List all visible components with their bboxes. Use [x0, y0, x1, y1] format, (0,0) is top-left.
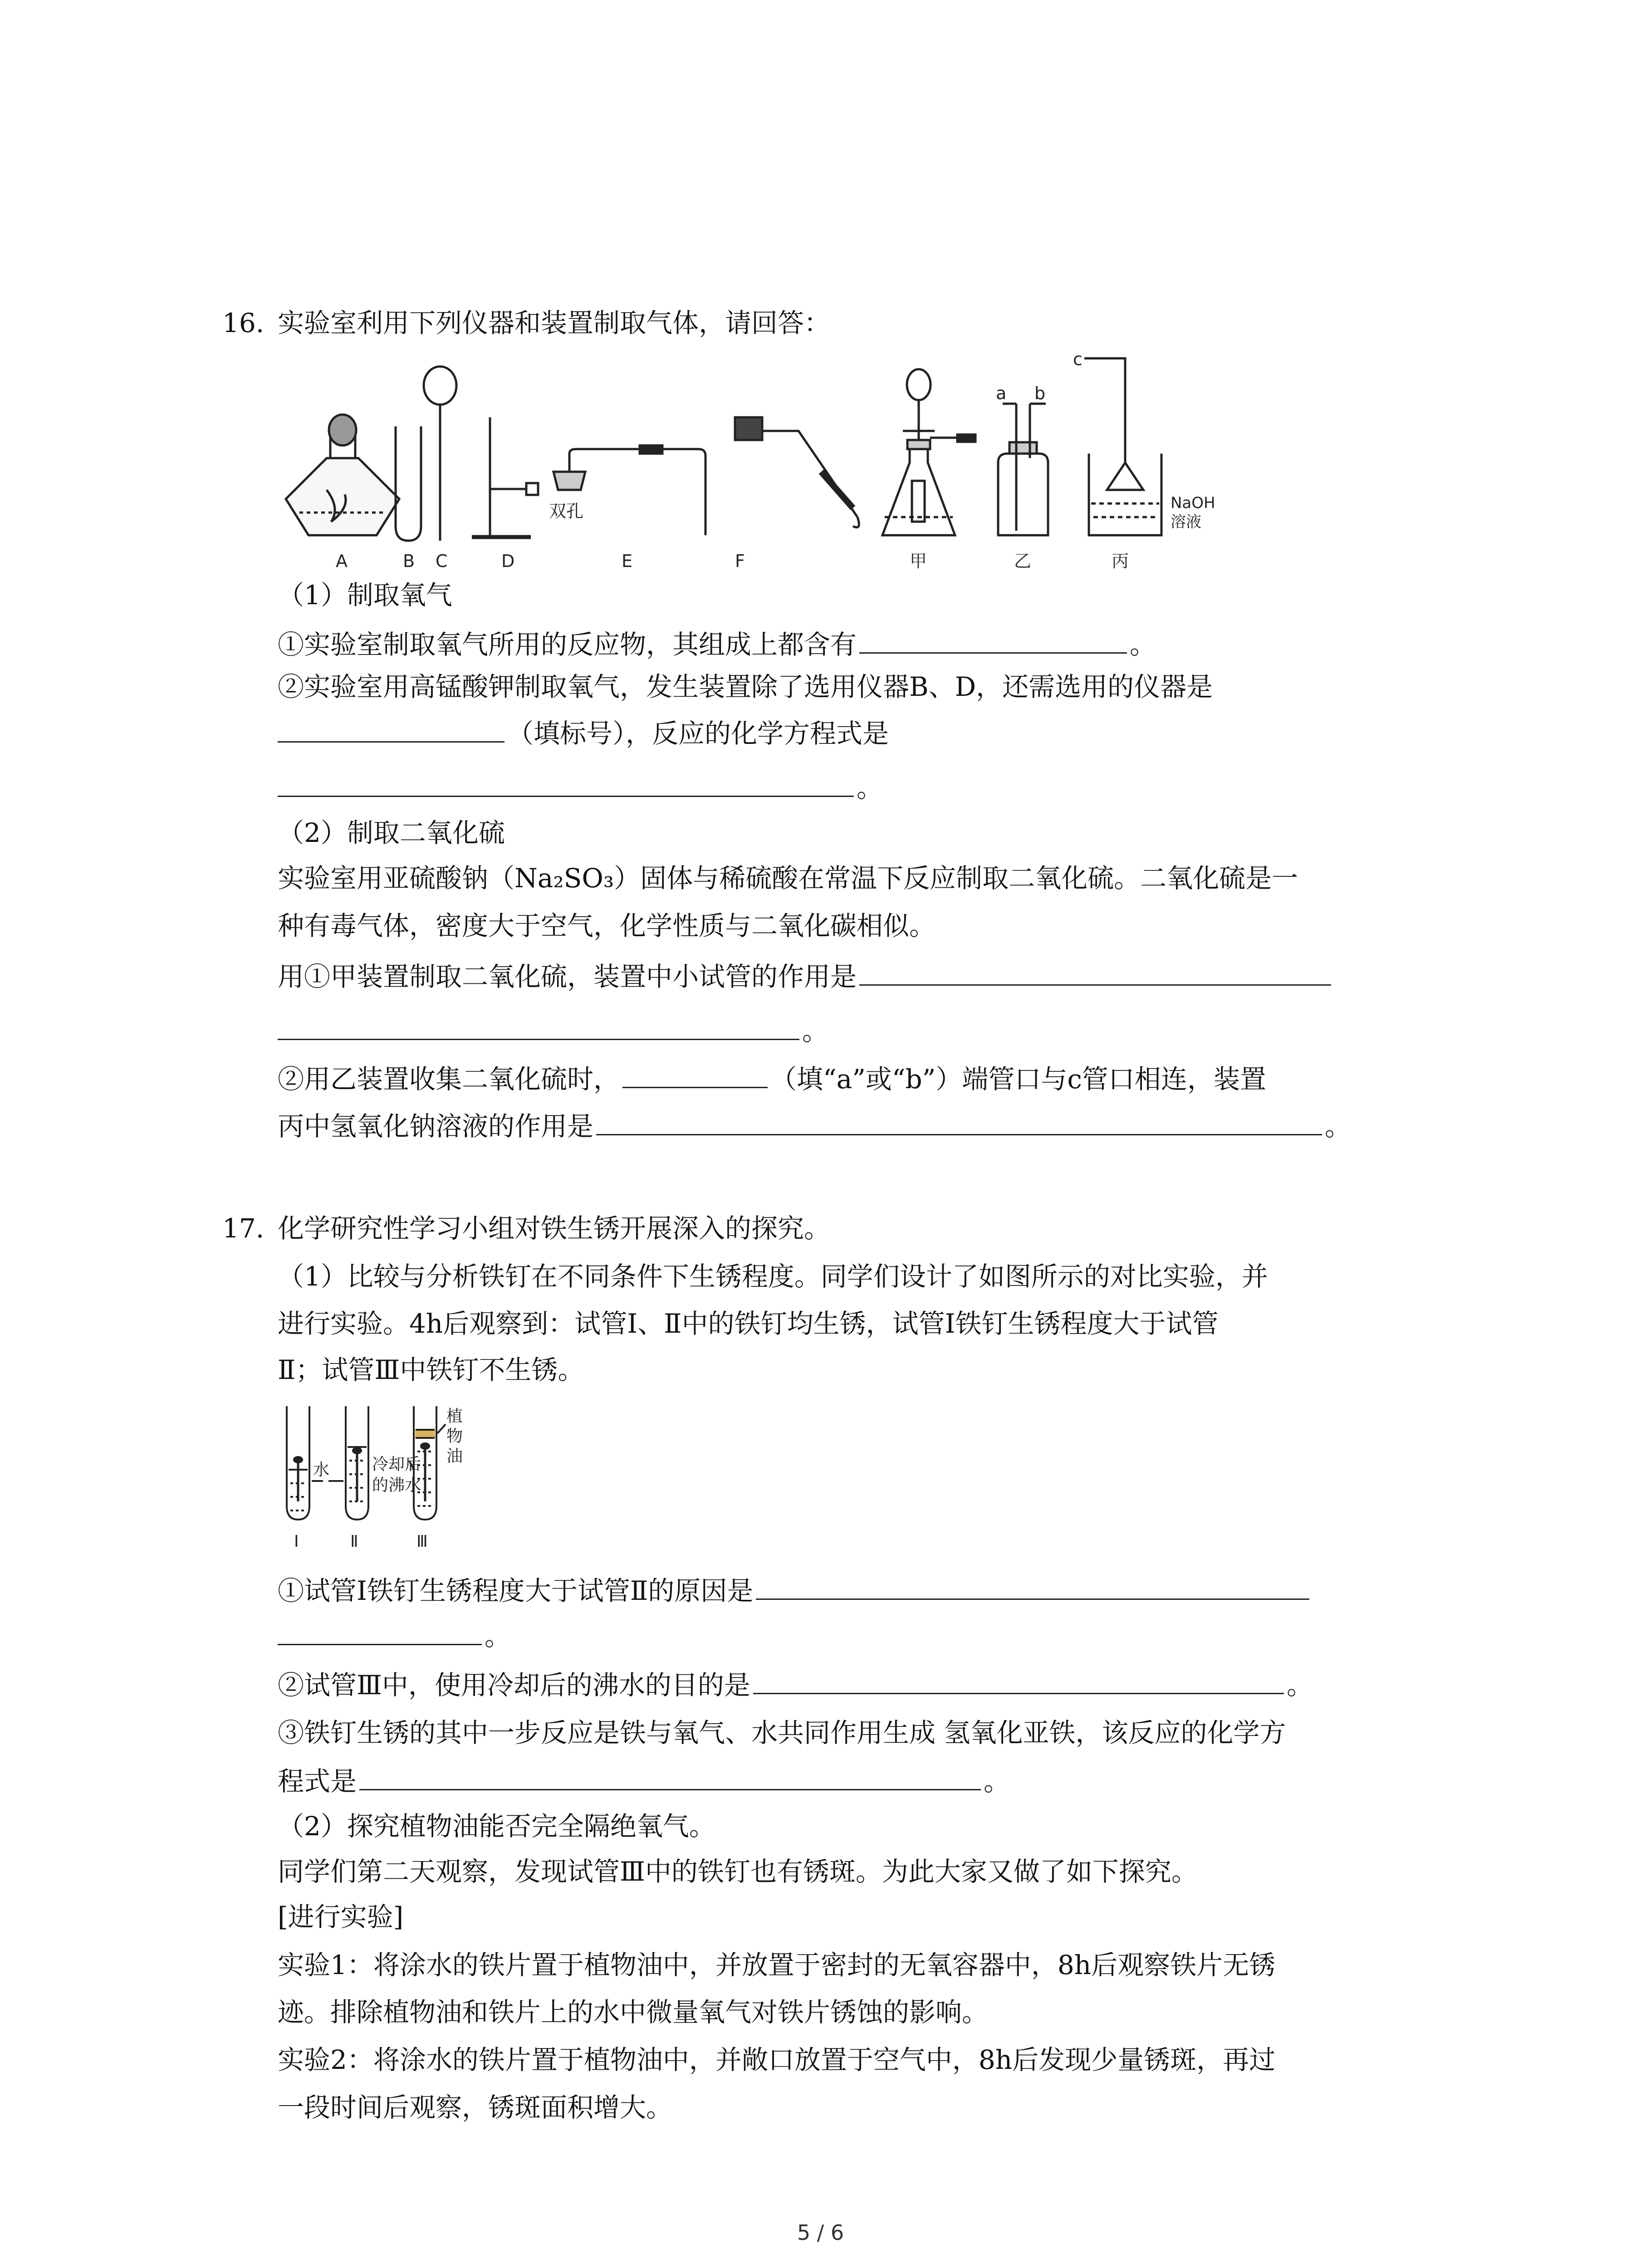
label-oil-1: 植 — [446, 1407, 463, 1426]
q17-test-tubes-figure — [278, 1402, 532, 1565]
q17-stem: 化学研究性学习小组对铁生锈开展深入的探究。 — [278, 1213, 831, 1244]
q16-part2-title: （2）制取二氧化硫 — [278, 817, 505, 848]
test-tube-1-icon — [287, 1406, 309, 1520]
label-oil-2: 物 — [446, 1427, 463, 1446]
label-bing: 丙 — [1112, 551, 1129, 571]
q16-p2-q1: 用①甲装置制取二氧化硫，装置中小试管的作用是 — [278, 961, 857, 992]
q16-p1-q1: ①实验室制取氧气所用的反应物，其组成上都含有 — [278, 629, 857, 660]
label-B: B — [403, 551, 415, 571]
q17-exp2-l2: 一段时间后观察，锈斑面积增大。 — [278, 2092, 673, 2123]
long-neck-funnel-icon — [424, 367, 456, 541]
label-water: 水 — [313, 1461, 330, 1479]
q16-p2-q1-end: 。 — [802, 1016, 829, 1046]
q16-p1-q2-end: 。 — [857, 772, 883, 803]
page-number: 5 / 6 — [797, 2220, 844, 2245]
label-cooled-2: 的沸水 — [372, 1476, 421, 1495]
q17-exp1-l1: 实验1：将涂水的铁片置于植物油中，并放置于密封的无氧容器中，8h后观察铁片无锈 — [278, 1950, 1276, 1980]
answer-blank[interactable] — [359, 1765, 981, 1790]
q17-q1-end: 。 — [485, 1621, 511, 1652]
q16-p1-q2-mid: （填标号），反应的化学方程式是 — [507, 718, 889, 749]
q17-q3-end: 。 — [984, 1766, 1010, 1797]
answer-blank[interactable] — [278, 717, 505, 743]
answer-blank[interactable] — [278, 1619, 482, 1645]
q16-part1-title: （1）制取氧气 — [278, 580, 452, 611]
flask-apparatus-jia-icon — [882, 369, 975, 535]
answer-blank[interactable] — [622, 1062, 768, 1088]
label-E: E — [622, 551, 633, 571]
label-tube-1: Ⅰ — [294, 1532, 299, 1551]
test-tube-2-icon — [346, 1406, 368, 1520]
q16-p2-q2-b: （填“a”或“b”）端管口与c管口相连，装置 — [770, 1064, 1266, 1095]
label-D: D — [501, 551, 515, 571]
q17-part1-l2: 进行实验。4h后观察到：试管Ⅰ、Ⅱ中的铁钉均生锈，试管Ⅰ铁钉生锈程度大于试管 — [278, 1308, 1219, 1339]
q17-part1-l3: Ⅱ；试管Ⅲ中铁钉不生锈。 — [278, 1354, 584, 1385]
q17-q3-l2: 程式是 — [278, 1766, 357, 1797]
q17-part2-l2: [进行实验] — [278, 1901, 404, 1932]
test-tube-icon — [396, 426, 421, 541]
q16-number: 16. — [222, 308, 265, 338]
label-yi: 乙 — [1014, 551, 1032, 571]
q16-p2-q2-end: 。 — [1325, 1111, 1352, 1142]
answer-blank[interactable] — [596, 1110, 1322, 1135]
q17-q1: ①试管Ⅰ铁钉生锈程度大于试管Ⅱ的原因是 — [278, 1575, 754, 1606]
answer-blank[interactable] — [278, 771, 854, 797]
q16-p2-intro2: 种有毒气体，密度大于空气，化学性质与二氧化碳相似。 — [278, 910, 936, 941]
q16-p1-q1-end: 。 — [1130, 629, 1156, 660]
answer-blank[interactable] — [859, 628, 1127, 654]
label-C: C — [436, 551, 448, 571]
label-oil-3: 油 — [446, 1447, 463, 1466]
q16-p2-intro1: 实验室用亚硫酸钠（Na₂SO₃）固体与稀硫酸在常温下反应制取二氧化硫。二氧化硫是一 — [278, 863, 1298, 894]
q17-q2-end: 。 — [1286, 1670, 1313, 1701]
beaker-bing-icon — [1084, 358, 1161, 535]
q17-part2-l1: 同学们第二天观察，发现试管Ⅲ中的铁钉也有锈斑。为此大家又做了如下探究。 — [278, 1856, 1198, 1887]
gas-bottle-yi-icon — [998, 404, 1048, 535]
label-c: c — [1073, 349, 1083, 369]
iron-stand-icon — [472, 417, 538, 537]
answer-blank[interactable] — [278, 1014, 799, 1040]
stopper-tube-icon — [554, 445, 705, 535]
answer-blank[interactable] — [756, 1574, 1309, 1600]
label-cooled-1: 冷却后 — [372, 1455, 421, 1474]
q17-number: 17. — [222, 1213, 265, 1244]
q17-part1-l1: （1）比较与分析铁钉在不同条件下生锈程度。同学们设计了如图所示的对比实验，并 — [278, 1261, 1268, 1292]
q16-p2-q2-a: ②用乙装置收集二氧化硫时， — [278, 1064, 620, 1095]
label-F: F — [735, 551, 745, 571]
q16-apparatus-figure — [277, 345, 1215, 576]
delivery-tube-icon — [735, 417, 859, 528]
label-solution: 溶液 — [1171, 513, 1201, 531]
label-A: A — [336, 551, 348, 571]
alcohol-lamp-icon — [286, 415, 399, 535]
label-double-hole: 双孔 — [549, 501, 584, 521]
q16-stem: 实验室利用下列仪器和装置制取气体，请回答： — [278, 308, 831, 338]
label-naoh: NaOH — [1171, 494, 1215, 512]
q17-exp1-l2: 迹。排除植物油和铁片上的水中微量氧气对铁片锈蚀的影响。 — [278, 1997, 989, 2028]
q17-exp2-l1: 实验2：将涂水的铁片置于植物油中，并敞口放置于空气中，8h后发现少量锈斑，再过 — [278, 2044, 1276, 2075]
answer-blank[interactable] — [859, 960, 1331, 986]
q17-q3-l1: ③铁钉生锈的其中一步反应是铁与氧气、水共同作用生成 氢氧化亚铁，该反应的化学方 — [278, 1717, 1286, 1748]
label-a: a — [996, 383, 1007, 403]
answer-blank[interactable] — [753, 1668, 1284, 1694]
label-b: b — [1034, 383, 1046, 403]
label-jia: 甲 — [910, 551, 927, 571]
label-tube-2: Ⅱ — [350, 1532, 358, 1551]
q17-q2: ②试管Ⅲ中，使用冷却后的沸水的目的是 — [278, 1670, 750, 1701]
q16-p2-q2-c: 丙中氢氧化钠溶液的作用是 — [278, 1111, 594, 1142]
q17-part2-title: （2）探究植物油能否完全隔绝氧气。 — [278, 1811, 715, 1842]
q16-p1-q2: ②实验室用高锰酸钾制取氧气，发生装置除了选用仪器B、D，还需选用的仪器是 — [278, 671, 1213, 702]
label-tube-3: Ⅲ — [416, 1532, 428, 1551]
